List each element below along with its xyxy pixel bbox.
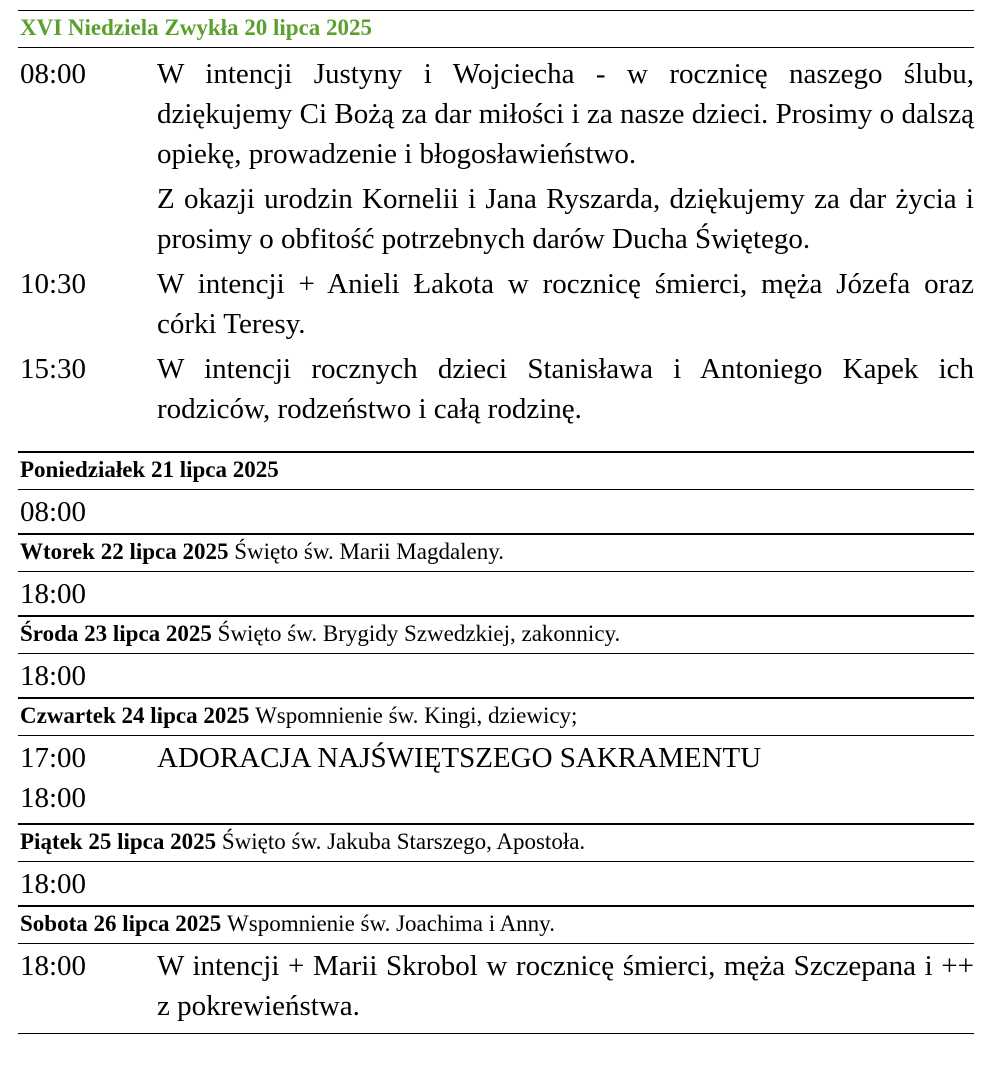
feast-name: Święto św. Jakuba Starszego, Apostoła. [221,829,586,854]
mass-intention: W intencji rocznych dzieci Stanisława i Antoniego Kapek ich rodziców, rodzeństwo i całą rodzinę. [157,353,974,425]
feast-name: Wspomnienie św. Kingi, dziewicy; [255,703,578,728]
feast-name: Święto św. Brygidy Szwedzkiej, zakonnicy. [217,621,621,646]
mass-time: 08:00 [20,496,87,528]
mass-time: 15:30 [20,353,87,385]
day-header [18,534,974,572]
day-header [18,616,974,654]
mass-entry [18,738,974,778]
mass-intention: W intencji + Marii Skrobol w rocznicę śmierci, męża Szczepana i ++ z pokrewieństwa. [157,950,974,1022]
day-header-text [20,911,555,937]
day-header [18,906,974,944]
feast-name: Wspomnienie św. Joachima i Anny. [227,911,555,936]
mass-intention [157,492,974,532]
day-header [18,698,974,736]
mass-entry [18,574,974,618]
mass-entry [18,492,974,536]
day-title: Piątek 25 lipca 2025 [20,829,217,854]
mass-entry [18,179,974,259]
day-header-text [20,703,577,729]
mass-intention: W intencji + Anieli Łakota w rocznicę śmierci, męża Józefa oraz córki Teresy. [157,268,974,340]
mass-intentions-schedule [18,10,974,1034]
day-entries [18,736,974,824]
feast-name: Święto św. Marii Magdaleny. [234,539,505,564]
day-header [18,10,974,48]
day-entries [18,654,974,698]
day-header-text [20,457,279,483]
day-header [18,824,974,862]
day-entries [18,862,974,906]
day-title: Poniedziałek 21 lipca 2025 [20,457,279,482]
day-entries [18,944,974,1034]
mass-entry [18,349,974,429]
mass-entry [18,656,974,700]
mass-entry [18,946,974,1026]
day-header-text [20,539,504,565]
mass-intention: Z okazji urodzin Kornelii i Jana Ryszarda, dziękujemy za dar życia i prosimy o obfitość potrzebnych darów Ducha Świętego. [157,183,974,255]
mass-entry [18,778,974,818]
mass-time: 18:00 [20,868,87,900]
day-title: Środa 23 lipca 2025 [20,621,212,646]
day-title: Czwartek 24 lipca 2025 [20,703,250,728]
day-header-text [20,15,372,41]
mass-intention: ADORACJA NAJŚWIĘTSZEGO SAKRAMENTU [157,742,762,774]
mass-intention [157,864,974,904]
day-entries [18,48,974,452]
day-header-text [20,621,620,647]
mass-time: 18:00 [20,950,87,982]
day-entries [18,572,974,616]
mass-time: 10:30 [20,268,87,300]
day-header-text [20,829,585,855]
mass-entry [18,864,974,908]
day-title: Wtorek 22 lipca 2025 [20,539,229,564]
mass-entry [18,54,974,174]
mass-time: 18:00 [20,660,87,692]
mass-intention [157,574,974,614]
mass-intention: W intencji Justyny i Wojciecha - w rocznicę naszego ślubu, dziękujemy Ci Bożą za dar miłości i za nasze dzieci. Prosimy o dalszą opiekę, prowadzenie i błogosławieństwo. [157,58,974,170]
mass-time: 18:00 [20,578,87,610]
mass-time: 18:00 [20,782,87,814]
mass-time: 17:00 [20,742,87,774]
day-entries [18,490,974,534]
mass-intention [157,778,974,818]
mass-entry [18,264,974,344]
mass-intention [157,656,974,696]
day-header [18,452,974,490]
day-title: Sobota 26 lipca 2025 [20,911,222,936]
day-title: XVI Niedziela Zwykła 20 lipca 2025 [20,15,373,40]
mass-time: 08:00 [20,58,87,90]
